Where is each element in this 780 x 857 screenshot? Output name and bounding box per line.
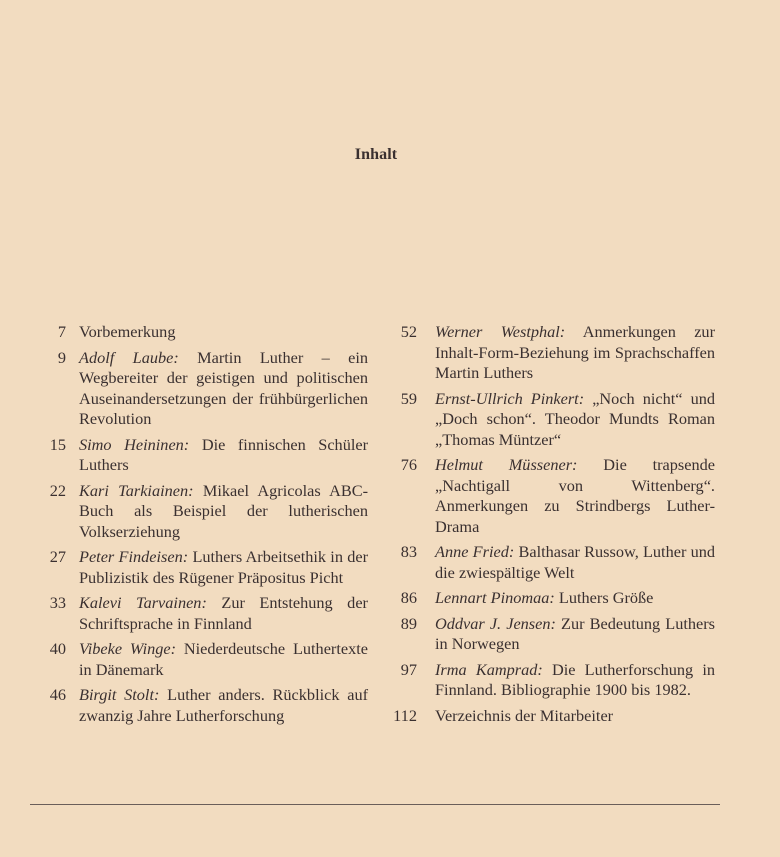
toc-title: „Noch nicht“ und „Doch schon“. Theodor Mundts Roman „Thomas Müntzer“ [435, 388, 715, 449]
toc-page-number: 97 [400, 659, 417, 679]
toc-title: Zur Bedeutung Luthers in Norwegen [435, 613, 715, 653]
toc-title: Die finnischen Schüler Luthers [79, 434, 369, 474]
toc-page-number: 15 [49, 434, 66, 454]
toc-entry [38, 547, 368, 588]
toc-entry-text [79, 348, 368, 430]
toc-page-number: 52 [400, 322, 417, 341]
toc-author: Anne Fried: [435, 542, 515, 561]
toc-entry [38, 481, 368, 543]
toc-entry [385, 542, 715, 583]
toc-entry-text [79, 639, 368, 680]
toc-title: Luthers Größe [558, 588, 654, 607]
toc-title: Zur Entstehung der Schriftsprache in Finnland [79, 593, 368, 633]
toc-entry-text [435, 389, 715, 451]
toc-page-number: 83 [400, 542, 417, 561]
bottom-rule [30, 804, 720, 805]
toc-author: Irma Kamprad: [435, 659, 543, 679]
toc-entry [385, 322, 715, 384]
toc-author: Kari Tarkiainen: [79, 480, 194, 500]
toc-author: Vibeke Winge: [79, 639, 177, 658]
toc-page-number: 46 [49, 685, 66, 704]
toc-entry-text [435, 588, 715, 609]
toc-title: Anmerkungen zur Inhalt-Form-Beziehung im Sprachschaffen Martin Luthers [435, 322, 715, 382]
toc-author: Werner Westphal: [435, 322, 566, 341]
toc-entry [385, 389, 715, 451]
toc-entry-text [79, 547, 368, 588]
toc-entry [385, 588, 715, 609]
toc-page-number: 27 [49, 547, 66, 566]
toc-author: Birgit Stolt: [79, 685, 160, 704]
toc-right-column [385, 322, 715, 731]
toc-entry [385, 455, 715, 537]
toc-entry-text [435, 322, 715, 384]
toc-page-number: 22 [49, 480, 66, 500]
toc-entry [38, 685, 368, 726]
toc-title: Niederdeutsche Luthertexte in Dänemark [79, 639, 368, 679]
toc-author: Lennart Pinomaa: [435, 588, 555, 607]
toc-author: Helmut Müssener: [435, 455, 578, 474]
toc-author: Peter Findeisen: [79, 547, 189, 566]
toc-title: Vorbemerkung [79, 322, 176, 341]
toc-page-number: 112 [393, 705, 417, 725]
toc-page-number: 9 [57, 347, 66, 367]
toc-entry-text [79, 435, 368, 476]
toc-page-number: 89 [400, 613, 417, 633]
toc-entry [38, 435, 368, 476]
toc-title: Verzeichnis der Mitarbeiter [435, 705, 614, 725]
toc-page-number: 86 [400, 588, 417, 607]
toc-entry [38, 348, 368, 430]
toc-page-number: 7 [57, 322, 66, 341]
toc-entry-text [435, 614, 715, 655]
toc-page-number: 76 [400, 455, 417, 474]
toc-entry [38, 639, 368, 680]
toc-author: Adolf Laube: [79, 347, 179, 367]
toc-entry-text [435, 660, 715, 701]
toc-title: Martin Luther – ein Wegbereiter der geistigen und politischen Auseinandersetzungen der frühbürgerlichen Revolution [79, 347, 369, 428]
toc-title: Die Lutherforschung in Finnland. Bibliographie 1900 bis 1982. [435, 659, 715, 699]
toc-left-column [38, 322, 368, 731]
toc-author: Simo Heininen: [79, 434, 190, 454]
toc-page-number: 33 [49, 593, 66, 612]
toc-page-number: 59 [400, 388, 417, 408]
toc-entry-text [435, 542, 715, 583]
toc-title: Mikael Agricolas ABC-Buch als Beispiel der lutherischen Volkserziehung [79, 480, 369, 541]
toc-title: Luther anders. Rückblick auf zwanzig Jahre Lutherforschung [79, 685, 369, 725]
toc-entry [385, 614, 715, 655]
toc-author: Kalevi Tarvainen: [79, 593, 207, 612]
toc-title: Balthasar Russow, Luther und die zwiespältige Welt [435, 542, 715, 582]
toc-title: Die trapsende „Nachtigall von Wittenberg“. Anmerkungen zu Strindbergs Luther-Drama [435, 455, 715, 536]
page-title: Inhalt [354, 146, 398, 163]
toc-entry-text [79, 322, 368, 343]
toc-page-number: 40 [49, 639, 66, 658]
toc-entry [385, 660, 715, 701]
toc-entry-text [79, 685, 368, 726]
toc-entry-text [79, 481, 368, 543]
toc-entry-text [435, 706, 715, 727]
toc-title: Luthers Arbeitsethik in der Publizistik des Rügener Präpositus Picht [79, 547, 369, 587]
toc-entry [38, 593, 368, 634]
toc-author: Ernst-Ullrich Pinkert: [435, 388, 585, 408]
toc-entry [385, 706, 715, 727]
toc-author: Oddvar J. Jensen: [435, 613, 556, 633]
toc-entry-text [79, 593, 368, 634]
toc-entry-text [435, 455, 715, 537]
toc-entry [38, 322, 368, 343]
